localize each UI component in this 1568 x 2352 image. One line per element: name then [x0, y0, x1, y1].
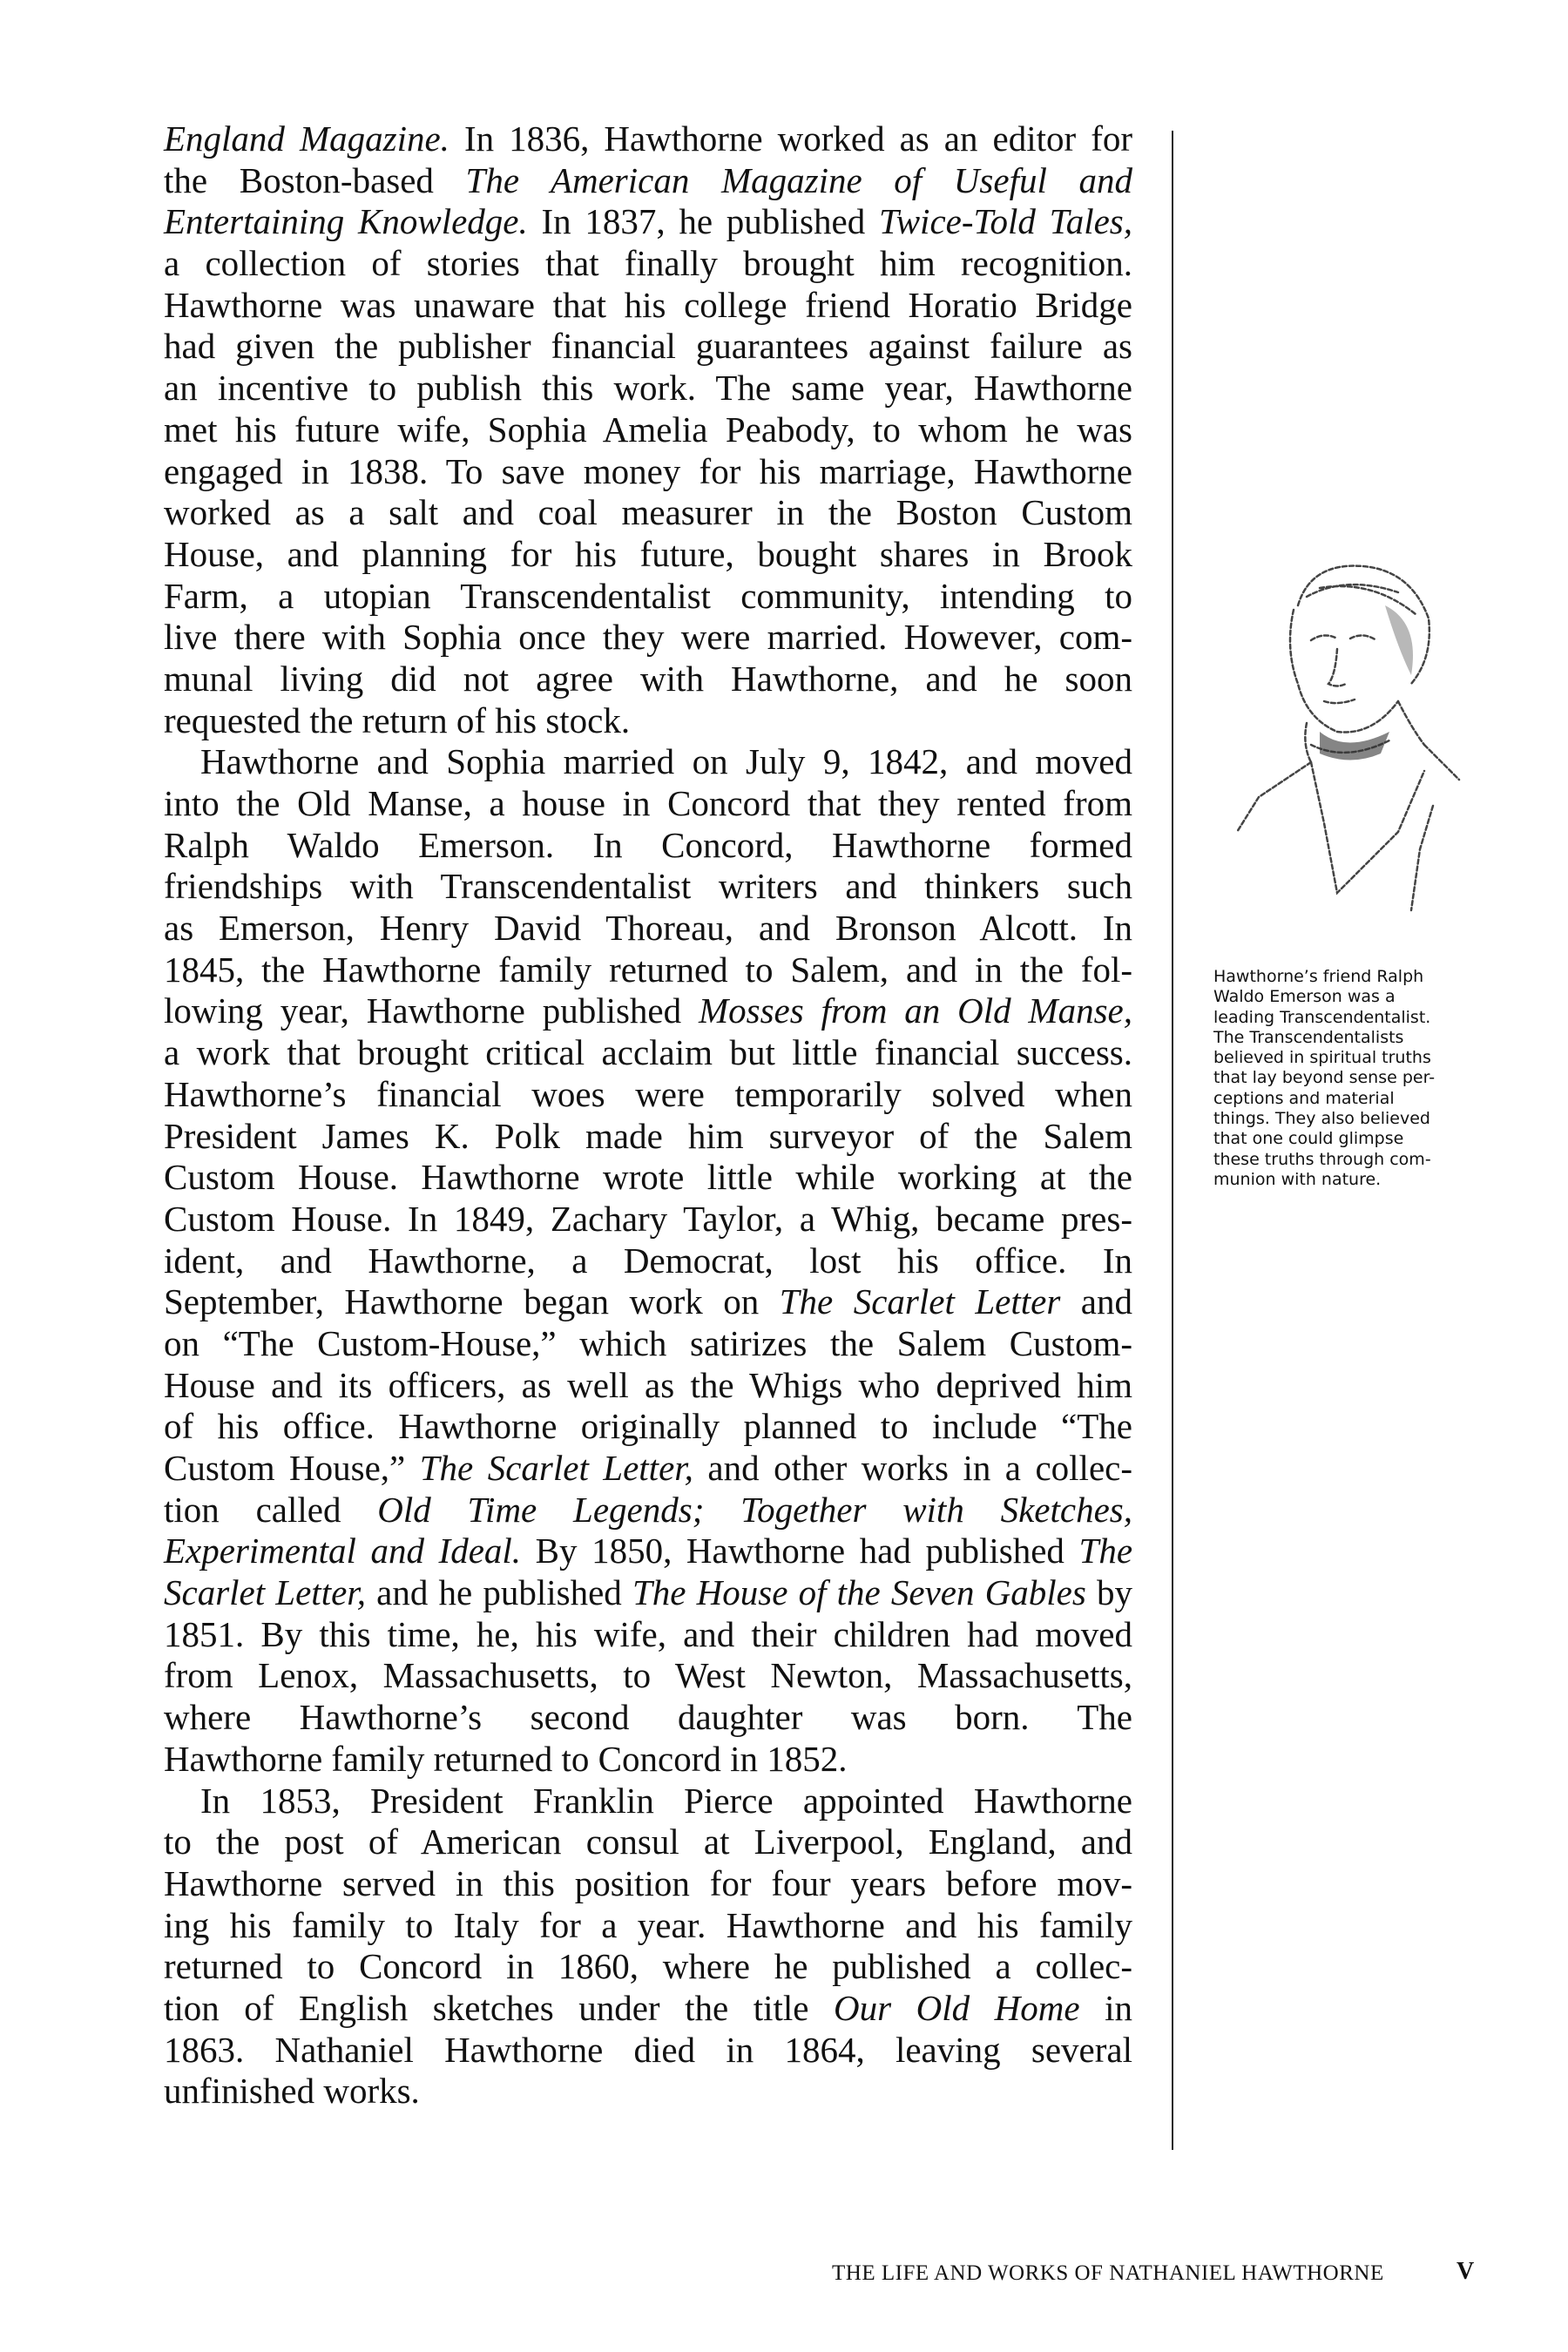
text-segment: friendships with Transcendentalist writers and thinkers such: [164, 866, 1132, 907]
caption-line: The Transcendentalists: [1213, 1027, 1404, 1047]
text-segment: In 1837, he published: [527, 201, 879, 242]
text-line: [164, 1116, 1132, 1158]
text-segment: In 1836, Hawthorne worked as an editor for: [449, 118, 1132, 159]
italic-title-text: Mosses from an Old Manse,: [698, 990, 1132, 1031]
text-segment: met his future wife, Sophia Amelia Peabody, to whom he was: [164, 409, 1132, 449]
text-segment: House, and planning for his future, bought shares in Brook: [164, 533, 1132, 574]
text-segment: requested the return of his stock.: [164, 700, 631, 740]
text-segment: unfinished works.: [164, 2071, 420, 2112]
italic-title-text: Entertaining Knowledge.: [164, 201, 528, 242]
text-segment: had given the publisher financial guarantees against failure as: [164, 326, 1132, 367]
text-segment: engaged in 1838. To save money for his marriage, Hawthorne: [164, 450, 1132, 491]
text-line: [164, 1946, 1132, 1988]
text-segment: Custom House,”: [164, 1448, 420, 1488]
text-segment: Custom House. Hawthorne wrote little while working at the: [164, 1157, 1132, 1198]
text-segment: 1863. Nathaniel Hawthorne died in 1864, leaving several: [164, 2029, 1132, 2070]
text-segment: House and its officers, as well as the Whigs who deprived him: [164, 1364, 1132, 1405]
text-line: [164, 908, 1132, 950]
caption-line: things. They also believed: [1213, 1109, 1430, 1129]
text-segment: the Boston-based: [164, 159, 466, 200]
text-line: [164, 1739, 1132, 1781]
italic-title-text: Twice-Told Tales,: [878, 201, 1132, 242]
text-line: [164, 990, 1132, 1032]
text-line: [164, 326, 1132, 368]
italic-title-text: Our Old Home: [834, 1987, 1080, 2028]
text-line: [164, 617, 1132, 659]
text-segment: a collection of stories that finally brought him recognition.: [164, 243, 1132, 284]
text-segment: of his office. Hawthorne originally planned to include “The: [164, 1406, 1132, 1447]
italic-title-text: The Scarlet Letter: [779, 1281, 1061, 1322]
caption-line: these truths through com-: [1213, 1149, 1431, 1169]
text-line: [164, 1821, 1132, 1863]
text-segment: and: [1060, 1281, 1132, 1322]
emerson-portrait-icon: [1224, 544, 1463, 941]
text-line: [164, 659, 1132, 700]
text-segment: Hawthorne family returned to Concord in 1852.: [164, 1738, 848, 1779]
text-segment: and other works in a collec-: [693, 1448, 1132, 1488]
text-line: [164, 285, 1132, 327]
text-line: [164, 1032, 1132, 1074]
text-line: [164, 1406, 1132, 1448]
text-line: [164, 201, 1132, 243]
text-segment: Hawthorne was unaware that his college friend Horatio Bridge: [164, 284, 1132, 325]
text-segment: Farm, a utopian Transcendentalist community, intending to: [164, 575, 1132, 616]
italic-title-text: Scarlet Letter,: [164, 1572, 366, 1613]
text-segment: munal living did not agree with Hawthorne, and he soon: [164, 658, 1132, 699]
text-segment: by: [1085, 1572, 1132, 1613]
text-segment: ident, and Hawthorne, a Democrat, lost his office. In: [164, 1240, 1132, 1281]
text-segment: into the Old Manse, a house in Concord that they rented from: [164, 783, 1132, 823]
text-line: [164, 576, 1132, 618]
text-line: [164, 1157, 1132, 1199]
text-segment: worked as a salt and coal measurer in the Boston Custom: [164, 492, 1132, 533]
text-line: [164, 1199, 1132, 1240]
text-line: [164, 950, 1132, 991]
text-segment: 1851. By this time, he, his wife, and their children had moved: [164, 1613, 1132, 1654]
text-segment: By 1850, Hawthorne had published: [521, 1531, 1079, 1571]
caption-line: that one could glimpse: [1213, 1129, 1404, 1149]
text-line: [164, 1988, 1132, 2030]
text-line: [164, 1863, 1132, 1905]
italic-title-text: Experimental and Ideal.: [164, 1531, 522, 1571]
text-line: [164, 368, 1132, 409]
text-segment: to the post of American consul at Liverpool, England, and: [164, 1821, 1132, 1862]
text-line: [164, 700, 1132, 742]
text-line: [164, 825, 1132, 867]
text-line: [164, 534, 1132, 576]
text-segment: from Lenox, Massachusetts, to West Newton, Massachusetts,: [164, 1655, 1132, 1696]
text-line: [164, 2071, 1132, 2112]
text-line: [164, 1074, 1132, 1116]
text-line: [164, 1365, 1132, 1407]
text-line: [164, 1655, 1132, 1697]
text-line: [164, 451, 1132, 493]
text-line: [164, 243, 1132, 285]
text-segment: Hawthorne served in this position for four years before mov-: [164, 1862, 1132, 1903]
italic-title-text: The House of the Seven Gables: [632, 1572, 1086, 1613]
text-line: [164, 1905, 1132, 1947]
text-segment: Hawthorne’s financial woes were temporarily solved when: [164, 1073, 1132, 1114]
text-line: [164, 2030, 1132, 2072]
text-segment: Hawthorne and Sophia married on July 9, 1842, and moved: [200, 741, 1132, 782]
text-segment: tion called: [164, 1489, 378, 1530]
text-segment: and he published: [365, 1572, 632, 1613]
text-segment: President James K. Polk made him surveyor of the Salem: [164, 1115, 1132, 1156]
text-segment: in: [1079, 1987, 1132, 2028]
text-line: [164, 1614, 1132, 1656]
page-number: V: [1456, 2258, 1475, 2285]
text-line: [164, 1531, 1132, 1572]
portrait-caption: [1213, 967, 1475, 1190]
text-line: [164, 160, 1132, 202]
italic-title-text: The: [1078, 1531, 1133, 1571]
italic-title-text: England Magazine.: [164, 118, 449, 159]
italic-title-text: The Scarlet Letter,: [419, 1448, 693, 1488]
text-line: [164, 741, 1132, 783]
text-line: [164, 492, 1132, 534]
caption-line: that lay beyond sense per-: [1213, 1068, 1436, 1088]
text-segment: Custom House. In 1849, Zachary Taylor, a Whig, became pres-: [164, 1198, 1132, 1239]
text-segment: ing his family to Italy for a year. Hawthorne and his family: [164, 1904, 1132, 1945]
text-segment: where Hawthorne’s second daughter was born. The: [164, 1697, 1132, 1738]
text-line: [164, 866, 1132, 908]
text-line: [164, 1281, 1132, 1323]
caption-line: ceptions and material: [1213, 1088, 1395, 1108]
text-segment: September, Hawthorne began work on: [164, 1281, 780, 1322]
running-footer: THE LIFE AND WORKS OF NATHANIEL HAWTHORNE: [832, 2261, 1384, 2285]
column-divider: [1172, 131, 1173, 2150]
text-line: [164, 1240, 1132, 1282]
text-segment: 1845, the Hawthorne family returned to Salem, and in the fol-: [164, 949, 1132, 990]
text-segment: as Emerson, Henry David Thoreau, and Bronson Alcott. In: [164, 908, 1132, 949]
text-segment: tion of English sketches under the title: [164, 1987, 835, 2028]
text-line: [164, 1448, 1132, 1490]
text-line: [164, 409, 1132, 451]
text-line: [164, 118, 1132, 160]
text-segment: returned to Concord in 1860, where he published a collec-: [164, 1946, 1132, 1987]
caption-line: Waldo Emerson was a: [1213, 987, 1396, 1007]
caption-line: leading Transcendentalist.: [1213, 1007, 1431, 1027]
caption-line: believed in spiritual truths: [1213, 1048, 1431, 1068]
caption-line: munion with nature.: [1213, 1169, 1382, 1189]
text-segment: live there with Sophia once they were married. However, com-: [164, 617, 1132, 658]
text-line: [164, 1572, 1132, 1614]
text-line: [164, 783, 1132, 825]
text-line: [164, 1697, 1132, 1739]
text-segment: an incentive to publish this work. The same year, Hawthorne: [164, 368, 1132, 409]
italic-title-text: Old Time Legends; Together with Sketches,: [377, 1489, 1132, 1530]
body-text: [164, 118, 1132, 2112]
text-segment: on “The Custom-House,” which satirizes the Salem Custom-: [164, 1322, 1132, 1363]
italic-title-text: The American Magazine of Useful and: [465, 159, 1132, 200]
text-line: [164, 1323, 1132, 1365]
caption-line: Hawthorne’s friend Ralph: [1213, 967, 1424, 986]
text-segment: In 1853, President Franklin Pierce appointed Hawthorne: [200, 1780, 1132, 1821]
text-segment: lowing year, Hawthorne published: [164, 990, 699, 1031]
text-segment: Ralph Waldo Emerson. In Concord, Hawthorne formed: [164, 824, 1132, 865]
text-line: [164, 1490, 1132, 1531]
text-segment: a work that brought critical acclaim but little financial success.: [164, 1032, 1132, 1073]
text-line: [164, 1781, 1132, 1822]
